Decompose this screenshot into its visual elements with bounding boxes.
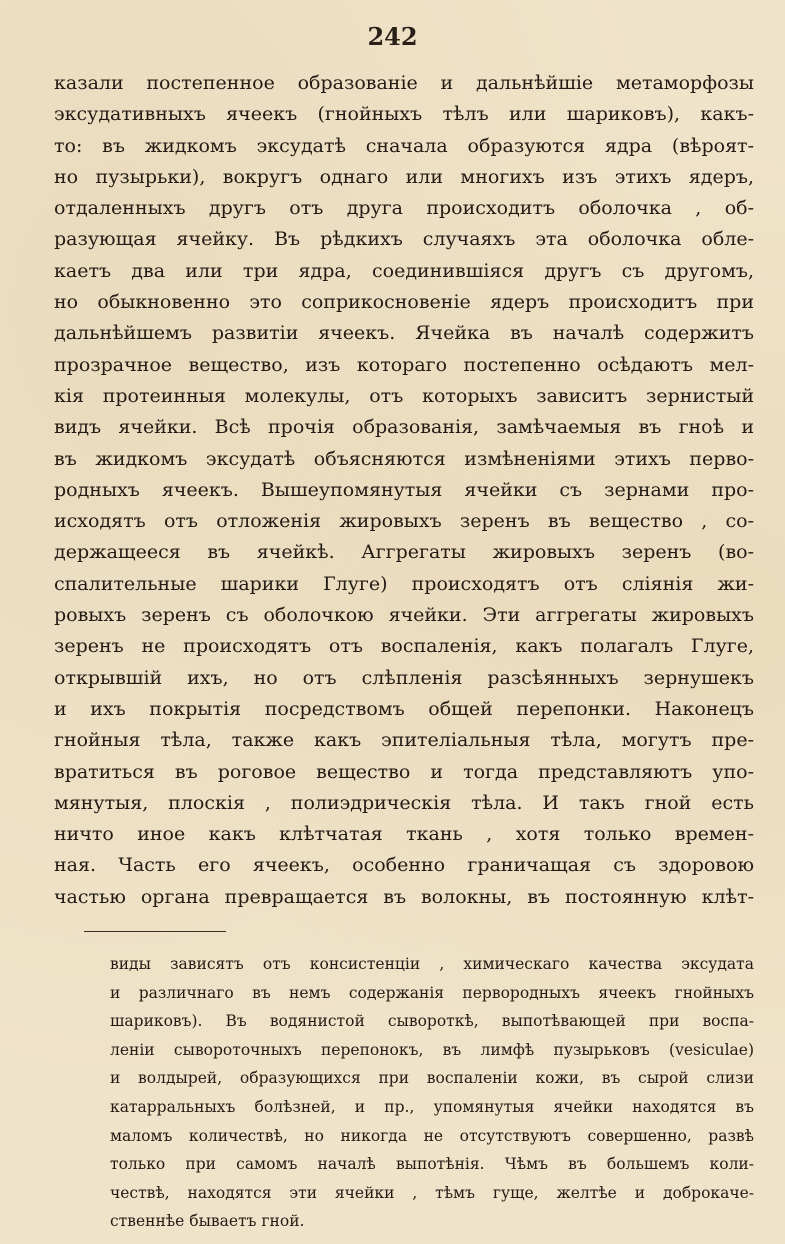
text-line: прозрачное вещество, изъ котораго постепенно осѣдаютъ мел- — [54, 353, 754, 376]
text-line: то: въ жидкомъ эксудатѣ сначала образуются ядра (вѣроят- — [54, 134, 754, 157]
text-line: отдаленныхъ другъ отъ друга происходитъ оболочка , об- — [54, 197, 754, 220]
text-line: зеренъ не происходятъ отъ воспаленія, какъ полагалъ Глуге, — [54, 635, 754, 658]
text-line: частью органа превращается въ волокны, въ постоянную клѣт- — [54, 885, 754, 908]
footnote-line: и различнаго въ немъ содержанія первородныхъ ячеекъ гнойныхъ — [110, 983, 754, 1002]
footnote-line: и волдырей, образующихся при воспаленіи кожи, въ сырой слизи — [110, 1069, 754, 1088]
text-line: исходятъ отъ отложенія жировыхъ зеренъ въ вещество , со- — [54, 510, 754, 533]
footnote-body — [110, 950, 754, 1236]
footnote-line: виды зависятъ отъ консистенціи , химическаго качества эксудата — [110, 955, 754, 973]
text-line: каетъ два или три ядра, соединившіяся другъ съ другомъ, — [54, 259, 754, 282]
text-line: вратиться въ роговое вещество и тогда представляютъ упо- — [54, 760, 754, 783]
text-line: гнойныя тѣла, также какъ эпителіальныя тѣла, могутъ пре- — [54, 729, 754, 752]
text-line: въ жидкомъ эксудатѣ объясняются измѣненіями этихъ перво- — [54, 447, 754, 470]
text-line: открывшій ихъ, но отъ слѣпленія разсѣянныхъ зернушекъ — [54, 666, 754, 689]
text-line: дальнѣйшемъ развитіи ячеекъ. Ячейка въ началѣ содержитъ — [54, 322, 754, 345]
text-line: и ихъ покрытія посредствомъ общей перепонки. Наконецъ — [54, 697, 754, 720]
text-line: казали постепенное образованіе и дальнѣйшіе метаморфозы — [54, 72, 754, 94]
footnote-line: чествѣ, находятся эти ячейки , тѣмъ гуще, желтѣе и доброкаче- — [110, 1183, 754, 1202]
footnote-line: ственнѣе бываетъ гной. — [110, 1212, 305, 1231]
text-line: спалительные шарики Глуге) происходятъ отъ сліянія жи- — [54, 572, 754, 595]
text-line: разующая ячейку. Въ рѣдкихъ случаяхъ эта оболочка обле- — [54, 228, 754, 251]
text-line: родныхъ ячеекъ. Вышеупомянутыя ячейки съ зернами про- — [54, 478, 754, 501]
page-number: 242 — [367, 22, 418, 51]
footnote-line: леніи сывороточныхъ перепонокъ, въ лимфѣ пузырьковъ (vesiculae) — [110, 1040, 754, 1059]
text-line: эксудативныхъ ячеекъ (гнойныхъ тѣлъ или шариковъ), какъ- — [54, 103, 754, 126]
footnote-line: катарральныхъ болѣзней, и пр., упомянутыя ячейки находятся въ — [110, 1097, 754, 1116]
main-text-body — [54, 68, 754, 913]
text-line: но пузырьки), вокругъ однаго или многихъ изъ этихъ ядеръ, — [54, 165, 754, 188]
text-line: видъ ячейки. Всѣ прочія образованія, замѣчаемыя въ гноѣ и — [54, 416, 754, 439]
text-line: ная. Часть его ячеекъ, особенно граничащая съ здоровою — [54, 854, 754, 877]
text-line: ничто иное какъ клѣтчатая ткань , хотя только времен- — [54, 823, 754, 846]
footnote-divider — [84, 931, 226, 932]
text-line: мянутыя, плоскія , полиэдрическія тѣла. И такъ гной есть — [54, 791, 754, 814]
text-line: кія протеинныя молекулы, отъ которыхъ зависитъ зернистый — [54, 384, 754, 407]
footnote-line: шариковъ). Въ водянистой сывороткѣ, выпотѣвающей при воспа- — [110, 1012, 754, 1031]
footnote-line: только при самомъ началѣ выпотѣнія. Чѣмъ въ большемъ коли- — [110, 1155, 754, 1174]
text-line: держащееся въ ячейкѣ. Аггрегаты жировыхъ зеренъ (во- — [54, 541, 754, 564]
text-line: ровыхъ зеренъ съ оболочкою ячейки. Эти аггрегаты жировыхъ — [54, 604, 754, 627]
text-line: но обыкновенно это соприкосновеніе ядеръ происходитъ при — [54, 291, 754, 314]
footnote-line: маломъ количествѣ, но никогда не отсутствуютъ совершенно, развѣ — [110, 1126, 754, 1145]
